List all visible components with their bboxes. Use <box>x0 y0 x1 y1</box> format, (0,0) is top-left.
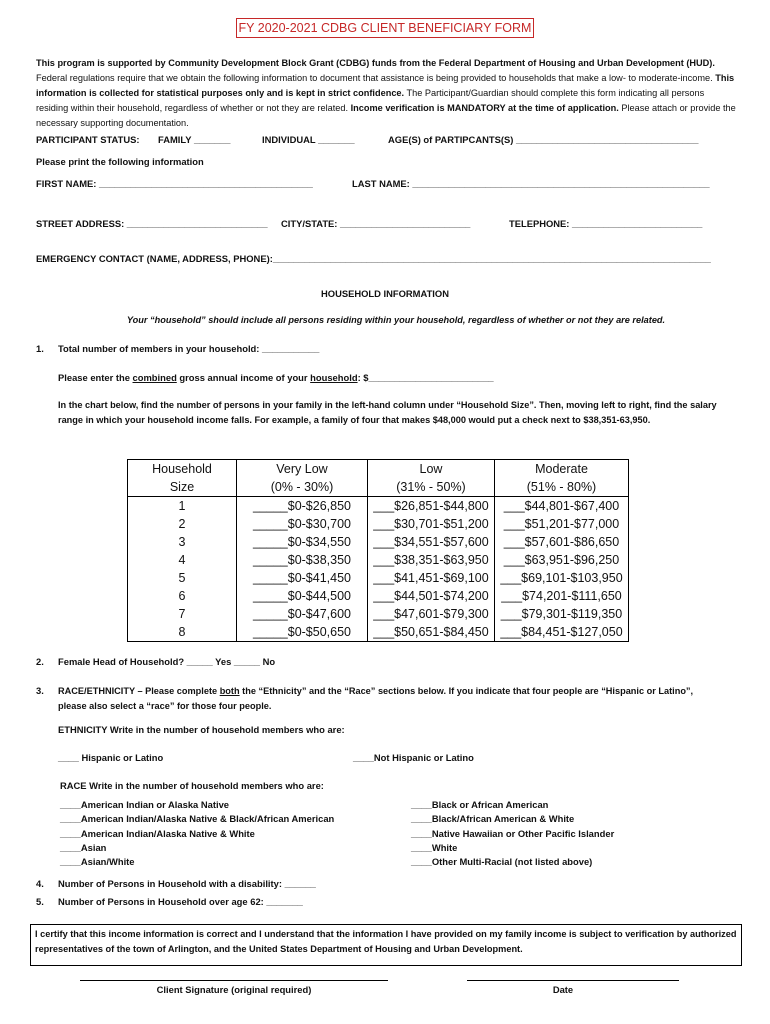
low-option[interactable]: ___$47,601-$79,300 <box>368 605 495 623</box>
client-signature-label: Client Signature (original required) <box>156 984 312 995</box>
moderate-option[interactable]: ___$74,201-$111,650 <box>495 587 629 605</box>
table-row <box>128 497 629 516</box>
participant-status-label: PARTICIPANT STATUS: <box>36 134 140 145</box>
header-moderate: Moderate <box>495 460 629 479</box>
header-very-low: Very Low <box>237 460 368 479</box>
very-low-option[interactable]: _____$0-$50,650 <box>237 623 368 642</box>
race-ethnicity-instructions <box>58 684 718 714</box>
very-low-option[interactable]: _____$0-$38,350 <box>237 551 368 569</box>
q3-both: both <box>219 686 240 696</box>
moderate-option[interactable]: ___$57,601-$86,650 <box>495 533 629 551</box>
moderate-option[interactable]: ___$69,101-$103,950 <box>495 569 629 587</box>
signature-line[interactable] <box>80 980 388 981</box>
intro-s4: The Participant/Guardian should complete this form indicating all persons residing within their household, regardless of whether or not they are related. <box>36 88 705 113</box>
low-option[interactable]: ___$38,351-$63,950 <box>368 551 495 569</box>
low-option[interactable]: ___$50,651-$84,450 <box>368 623 495 642</box>
table-subheader-row <box>128 478 629 497</box>
city-state-field[interactable]: CITY/STATE: _________________________ <box>281 218 471 229</box>
intro-s5: Income verification is MANDATORY at the time of application. <box>350 103 619 113</box>
race-option[interactable]: ____Black/African American & White <box>411 813 575 825</box>
household-heading: HOUSEHOLD INFORMATION <box>321 288 449 299</box>
income-text-c: gross annual income of your <box>176 372 311 383</box>
race-option[interactable]: ____American Indian/Alaska Native & Black/African American <box>60 813 335 825</box>
race-option[interactable]: ____Asian/White <box>60 856 135 868</box>
intro-s2: Federal regulations require that we obtain the following information to document that assistance is being provided to households that make a low- to moderate-income. <box>36 73 716 83</box>
income-table <box>127 459 629 642</box>
household-size: 1 <box>128 497 237 516</box>
race-option[interactable]: ____White <box>411 841 458 853</box>
race-option[interactable]: ____Asian <box>60 841 107 853</box>
table-row <box>128 587 629 605</box>
table-header-row <box>128 460 629 479</box>
moderate-option[interactable]: ___$44,801-$67,400 <box>495 497 629 516</box>
chart-instructions: In the chart below, find the number of persons in your family in the left-hand column under “Household Size”. Then, moving left to right, find the salary range in which your household income falls. For example, a family of four that makes $48,000 would put a check next to $38,351-63,950. <box>58 400 717 425</box>
female-head-field[interactable]: Female Head of Household? _____ Yes _____ No <box>58 656 276 667</box>
race-option[interactable]: ____American Indian/Alaska Native & White <box>60 827 255 839</box>
subheader-low: (31% - 50%) <box>368 478 495 497</box>
q3-number: 3. <box>36 685 44 696</box>
emergency-contact-field[interactable]: EMERGENCY CONTACT (NAME, ADDRESS, PHONE):____________________________________________________________________________________ <box>36 253 711 264</box>
table-row <box>128 551 629 569</box>
income-household: household <box>310 372 358 383</box>
certification-box: I certify that this income information is correct and I understand that the information I have provided on my family income is subject to verification by authorized representatives of the town of Arlington, and the United States Department of Housing and Urban Development. <box>30 924 742 966</box>
ethnicity-label: ETHNICITY Write in the number of household members who are: <box>58 724 345 735</box>
low-option[interactable]: ___$30,701-$51,200 <box>368 515 495 533</box>
q4-number: 4. <box>36 878 44 889</box>
race-label: RACE Write in the number of household members who are: <box>60 780 324 791</box>
very-low-option[interactable]: _____$0-$47,600 <box>237 605 368 623</box>
first-name-field[interactable]: FIRST NAME: _________________________________________ <box>36 178 313 189</box>
very-low-option[interactable]: _____$0-$41,450 <box>237 569 368 587</box>
income-combined: combined <box>132 372 177 383</box>
ages-field[interactable]: AGE(S) of PARTIPCANTS(S) ___________________________________ <box>388 134 699 145</box>
household-note: Your “household” should include all persons residing within your household, regardless of whether or not they are related. <box>126 315 666 325</box>
table-row <box>128 515 629 533</box>
q1-number: 1. <box>36 343 44 354</box>
household-size: 5 <box>128 569 237 587</box>
intro-s6: Please attach or provide the necessary supporting documentation. <box>36 103 736 128</box>
household-size: 8 <box>128 623 237 642</box>
household-size: 7 <box>128 605 237 623</box>
intro-paragraph <box>36 56 736 131</box>
table-row <box>128 605 629 623</box>
moderate-option[interactable]: ___$79,301-$119,350 <box>495 605 629 623</box>
moderate-option[interactable]: ___$51,201-$77,000 <box>495 515 629 533</box>
low-option[interactable]: ___$44,501-$74,200 <box>368 587 495 605</box>
moderate-option[interactable]: ___$63,951-$96,250 <box>495 551 629 569</box>
date-line[interactable] <box>467 980 679 981</box>
household-size: 2 <box>128 515 237 533</box>
race-right-list <box>411 798 614 869</box>
hispanic-field[interactable]: ____ Hispanic or Latino <box>58 752 164 763</box>
household-size: 4 <box>128 551 237 569</box>
date-label: Date <box>552 984 574 995</box>
over-62-count-field[interactable]: Number of Persons in Household over age 62: _______ <box>58 896 303 907</box>
form-title: FY 2020-2021 CDBG CLIENT BENEFICIARY FORM <box>236 18 534 38</box>
race-option[interactable]: ____Black or African American <box>411 799 549 810</box>
race-option[interactable]: ____American Indian or Alaska Native <box>60 799 230 810</box>
individual-field[interactable]: INDIVIDUAL _______ <box>262 134 355 145</box>
table-row <box>128 623 629 642</box>
subheader-size: Size <box>128 478 237 497</box>
print-info-note: Please print the following information <box>36 156 204 167</box>
household-size: 6 <box>128 587 237 605</box>
household-size: 3 <box>128 533 237 551</box>
q5-number: 5. <box>36 896 44 907</box>
header-low: Low <box>368 460 495 479</box>
subheader-moderate: (51% - 80%) <box>495 478 629 497</box>
subheader-very-low: (0% - 30%) <box>237 478 368 497</box>
very-low-option[interactable]: _____$0-$30,700 <box>237 515 368 533</box>
telephone-field[interactable]: TELEPHONE: _________________________ <box>509 218 703 229</box>
table-row <box>128 533 629 551</box>
race-option[interactable]: ____Native Hawaiian or Other Pacific Islander <box>411 827 615 839</box>
income-text-e: : $________________________ <box>357 372 494 383</box>
last-name-field[interactable]: LAST NAME: _________________________________________________________ <box>352 178 710 189</box>
q2-number: 2. <box>36 656 44 667</box>
very-low-option[interactable]: _____$0-$34,550 <box>237 533 368 551</box>
low-option[interactable]: ___$26,851-$44,800 <box>368 497 495 516</box>
q3-text-c: the “Ethnicity” and the “Race” sections below. If you indicate that four people are “Hispanic or Latino”, please also select a “race” for those four people. <box>58 686 694 711</box>
gross-income-field[interactable] <box>58 372 494 383</box>
low-option[interactable]: ___$34,551-$57,600 <box>368 533 495 551</box>
table-row <box>128 569 629 587</box>
intro-s1: This program is supported by Community Development Block Grant (CDBG) funds from the Federal Department of Housing and Urban Development (HUD). <box>36 58 715 68</box>
not-hispanic-field[interactable]: ____Not Hispanic or Latino <box>353 752 474 763</box>
q3-text-a: RACE/ETHNICITY – Please complete <box>58 686 220 696</box>
moderate-option[interactable]: ___$84,451-$127,050 <box>495 623 629 642</box>
race-left-list <box>60 798 334 869</box>
household-members-field[interactable]: Total number of members in your household: ___________ <box>58 343 320 354</box>
intro-s3: This information is collected for statistical purposes only and is kept in strict confidence. <box>36 73 735 98</box>
low-option[interactable]: ___$41,451-$69,100 <box>368 569 495 587</box>
disability-count-field[interactable]: Number of Persons in Household with a disability: ______ <box>58 878 316 889</box>
income-text-a: Please enter the <box>58 372 133 383</box>
very-low-option[interactable]: _____$0-$44,500 <box>237 587 368 605</box>
race-option[interactable]: ____Other Multi-Racial (not listed above) <box>411 856 593 868</box>
very-low-option[interactable]: _____$0-$26,850 <box>237 497 368 516</box>
header-household: Household <box>128 460 237 479</box>
family-field[interactable]: FAMILY _______ <box>158 134 231 145</box>
street-address-field[interactable]: STREET ADDRESS: ___________________________ <box>36 218 268 229</box>
